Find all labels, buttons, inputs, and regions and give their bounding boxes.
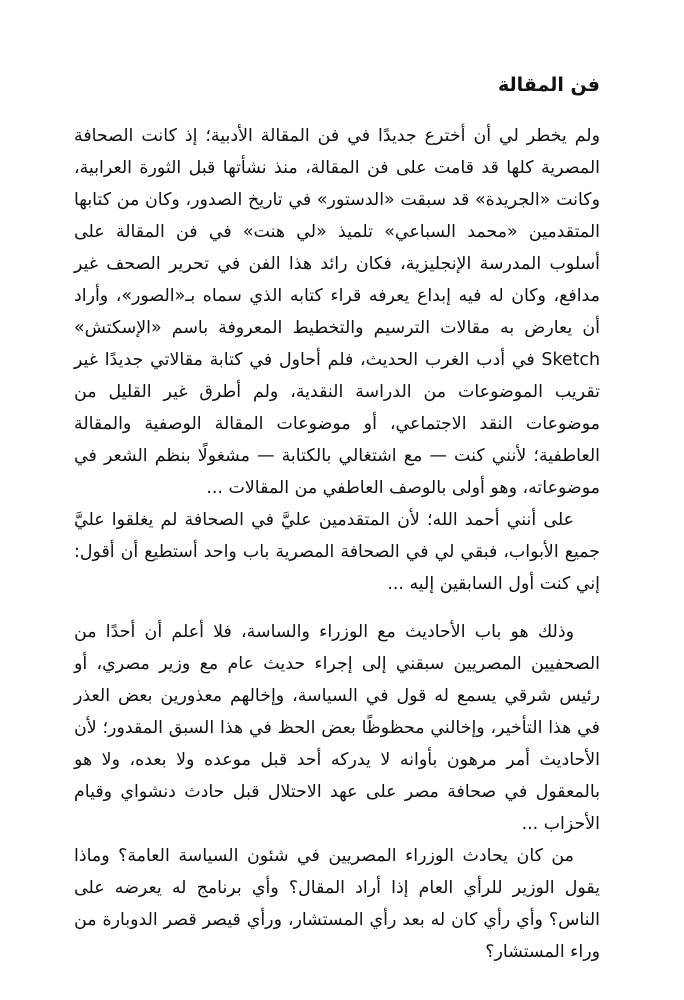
paragraph: على أنني أحمد الله؛ لأن المتقدمين عليَّ في الصحافة لم يغلقوا عليَّ جميع الأبواب، فبقي لي في الصحافة المصرية باب واحد أستطيع أن أقول: إني كنت أول السابقين إليه ...	[74, 510, 600, 594]
page-title: فن المقالة	[497, 74, 600, 96]
article-body	[74, 120, 600, 968]
paragraph: من كان يحادث الوزراء المصريين في شئون السياسة العامة؟ وماذا يقول الوزير للرأي العام إذا أراد المقال؟ وأي برنامج له يعرضه على الناس؟ وأي رأي كان له بعد رأي المستشار، ورأي قيصر قصر الدوبارة من وراء المستشار؟	[74, 846, 600, 962]
paragraph: وذلك هو باب الأحاديث مع الوزراء والساسة، فلا أعلم أن أحدًا من الصحفيين المصريين سبقني إلى إجراء حديث عام مع وزير مصري، أو رئيس شرقي يسمع له قول في السياسة، وإخالهم معذورين بعض العذر في هذا التأخير، وإخالني محظوظًا بعض الحظ في هذا السبق المقدور؛ لأن الأحاديث أمر مرهون بأوانه لا يدركه أحد قبل موعده ولا بعده، ولا هو بالمعقول في صحافة مصر على عهد الاحتلال قبل حادث دنشواي وقيام الأحزاب ...	[74, 622, 600, 834]
paragraph: ولم يخطر لي أن أخترع جديدًا في فن المقالة الأدبية؛ إذ كانت الصحافة المصرية كلها قد قامت على فن المقالة، منذ نشأتها قبل الثورة العرابية، وكانت «الجريدة» قد سبقت «الدستور» في تاريخ الصدور، وكان من كتابها المتقدمين «محمد السباعي» تلميذ «لي هنت» في فن المقالة على أسلوب المدرسة الإنجليزية، فكان رائد هذا الفن في تحرير الصحف غير مدافع، وكان له فيه إبداع يعرفه قراء كتابه الذي سماه بـ«الصور»، وأراد أن يعارض به مقالات الترسيم والتخطيط المعروفة باسم «الإسكتش» Sketch في أدب الغرب الحديث، فلم أحاول في كتابة مقالاتي جديدًا غير تقريب الموضوعات من الدراسة النقدية، ولم أطرق غير القليل من موضوعات النقد الاجتماعي، أو موضوعات المقالة الوصفية والمقالة العاطفية؛ لأنني كنت — مع اشتغالي بالكتابة — مشغولًا بنظم الشعر في موضوعاته، وهو أولى بالوصف العاطفي من المقالات ...	[74, 126, 600, 498]
